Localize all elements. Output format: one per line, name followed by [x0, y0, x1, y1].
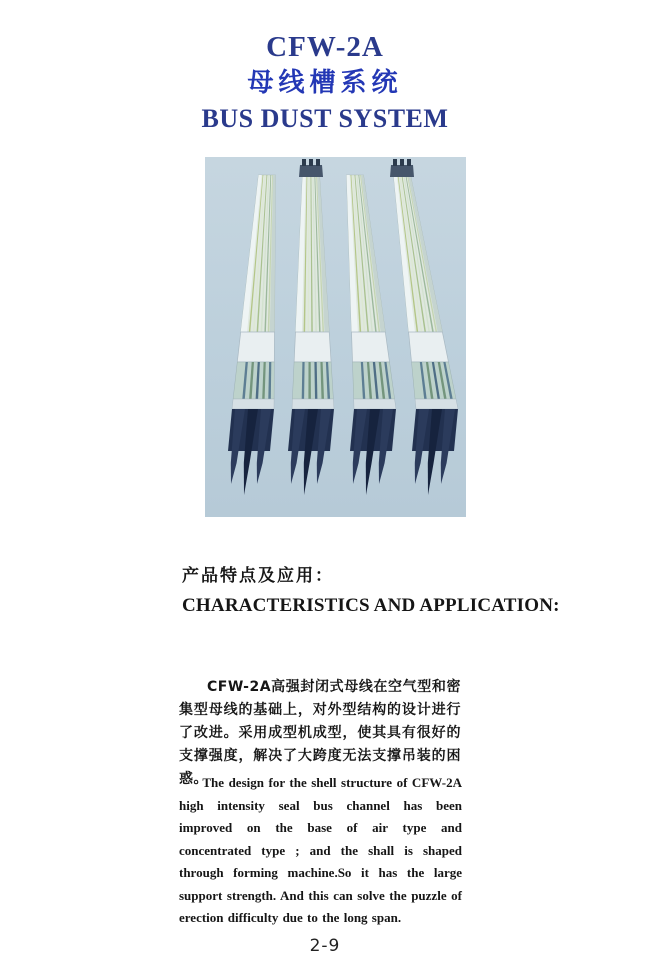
product-model: CFW-2A [266, 31, 384, 63]
page-footer [0, 936, 650, 956]
page-number: 2-9 [309, 936, 341, 956]
section-heading-en: CHARACTERISTICS AND APPLICATION: [182, 595, 560, 617]
product-photo-svg [205, 157, 466, 517]
product-photo [205, 157, 466, 517]
features-section-headings [182, 566, 560, 618]
page-header [0, 32, 650, 133]
section-heading-zh: 产品特点及应用： [182, 566, 334, 586]
product-title-en: BUS DUST SYSTEM [201, 103, 449, 133]
feature-paragraph-en: The design for the shell structure of CFW-2A high intensity seal bus channel has been improved on the base of air type and concentrated type ; and the shall is shaped through forming machine.So it has the large support strength. And this can solve the puzzle of erection difficulty due to the long span. [179, 775, 462, 925]
feature-paragraph-zh: CFW-2A高强封闭式母线在空气型和密集型母线的基础上，对外型结构的设计进行了改进。采用成型机成型，使其具有很好的支撑强度，解决了大跨度无法支撑吊装的困惑。 [179, 679, 461, 787]
product-title-zh: 母线槽系统 [247, 67, 403, 98]
